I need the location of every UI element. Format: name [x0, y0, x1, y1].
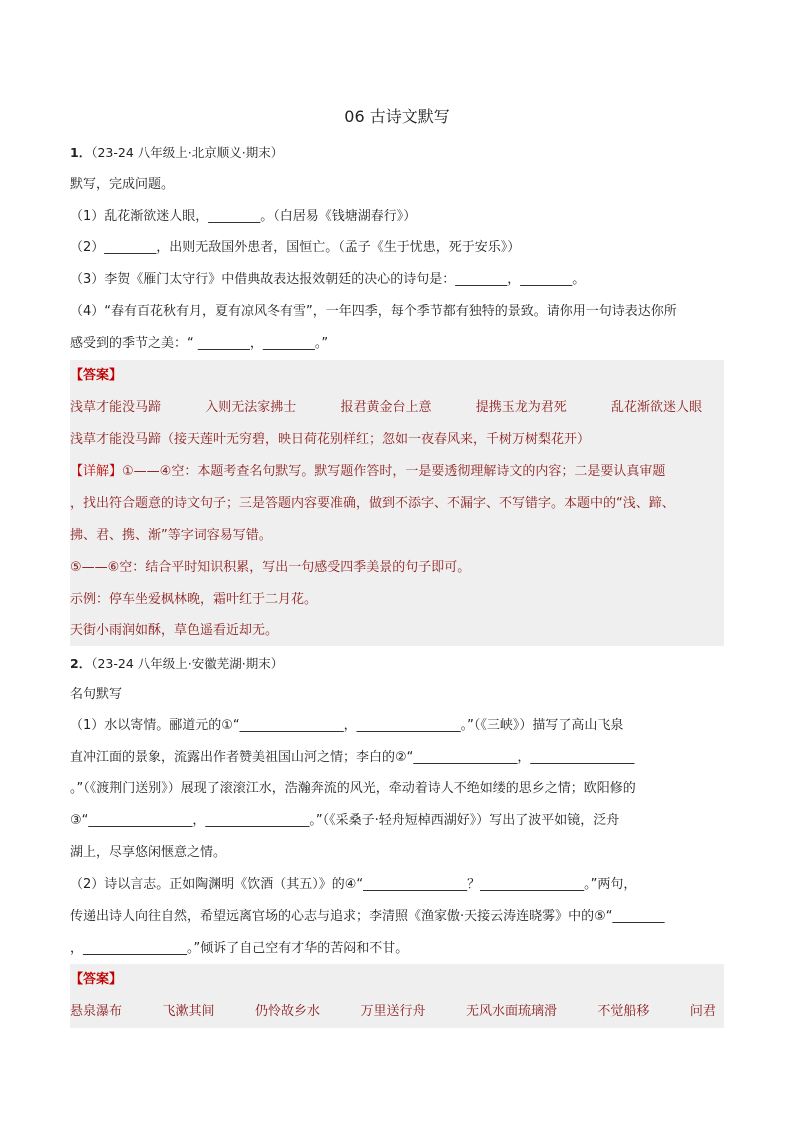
- detail-line: [70, 462, 724, 482]
- answer-item: 浅草才能没马蹄: [70, 400, 162, 415]
- page-title: 06 古诗文默写: [344, 107, 450, 126]
- question-2-header: [70, 654, 724, 674]
- answer-items-row: [70, 1002, 724, 1022]
- answer-item: 乱花渐欲迷人眼: [610, 400, 702, 415]
- question-2-line: 直冲江面的景象，流露出作者赞美祖国山河之情；李白的②“________________，________________: [70, 750, 635, 765]
- question-1-line: （3）李贺《雁门太守行》中借典故表达报效朝廷的决心的诗句是：________，________。: [70, 272, 586, 287]
- detail-line: 天街小雨润如酥，草色遥看近却无。: [70, 623, 279, 638]
- question-2-line: 传递出诗人向往自然，希望远离官场的心志与追求；李清照《渔家傲·天接云涛连晓雾》中的⑤“________: [70, 909, 665, 924]
- answer-item: 仍怜故乡水: [254, 1004, 320, 1019]
- question-1-line: 感受到的季节之美：“ ________，________。”: [70, 336, 329, 351]
- question-1-line: （4）“春有百花秋有月，夏有凉风冬有雪”，一年四季，每个季节都有独特的景致。请你用一句诗表达你所: [70, 304, 677, 319]
- answer-item: 无风水面琉璃滑: [465, 1004, 557, 1019]
- detail-line: 拂、君、携、渐”等字词容易写错。: [70, 528, 272, 543]
- question-2-line: 。”（《渡荆门送别》）展现了滚滚江水，浩瀚奔流的风光，牵动着诗人不绝如缕的思乡之情；欧阳修的: [70, 781, 636, 796]
- question-1-line: （1）乱花渐欲迷人眼，________。（白居易《钱塘湖春行》）: [70, 209, 417, 224]
- question-2-line: （1）水以寄情。郦道元的①“________________，________________。”（《三峡》）描写了高山飞泉: [70, 718, 624, 733]
- answer-item: 飞漱其间: [162, 1004, 215, 1019]
- question-1-line: （2）________，出则无敌国外患者，国恒亡。（孟子《生于忧患，死于安乐》）: [70, 240, 521, 255]
- question-number: 1．: [70, 145, 92, 160]
- detail-line: ⑤——⑥空：结合平时知识积累，写出一句感受四季美景的句子即可。: [70, 560, 471, 575]
- answer-label: 【答案】: [70, 972, 123, 987]
- question-1-intro: 默写，完成问题。: [70, 177, 175, 192]
- answer-item: 悬泉瀑布: [70, 1004, 123, 1019]
- answer-item: 报君黄金台上意: [340, 400, 432, 415]
- question-1-header: [70, 143, 724, 163]
- answer-item: 提携玉龙为君死: [475, 400, 567, 415]
- question-2-intro: 名句默写: [70, 687, 123, 702]
- answer-line: 浅草才能没马蹄（接天莲叶无穷碧，映日荷花别样红；忽如一夜春风来，千树万树梨花开）: [70, 432, 591, 447]
- question-source: （23-24 八年级上·北京顺义·期末）: [91, 145, 284, 160]
- answer-item: 入则无法家拂士: [205, 400, 297, 415]
- detail-line: ，找出符合题意的诗文句子；三是答题内容要准确，做到不添字、不漏字、不写错字。本题中的“浅、蹄、: [70, 496, 675, 511]
- question-2-line: ，________________。”倾诉了自己空有才华的苦闷和不甘。: [70, 941, 409, 956]
- detail-label: 【详解】: [70, 464, 123, 479]
- detail-text: ①——④空：本题考查名句默写。默写题作答时，一是要透彻理解诗文的内容；二是要认真审题: [122, 464, 666, 479]
- question-source: （23-24 八年级上·安徽芜湖·期末）: [91, 656, 284, 671]
- question-2-line: ③“________________，________________。”（《采桑子·轻舟短棹西湖好》）写出了波平如镜，泛舟: [70, 813, 620, 828]
- answer-item: 不觉船移: [597, 1004, 650, 1019]
- answer-items-row: [70, 398, 724, 418]
- question-number: 2．: [70, 656, 92, 671]
- answer-label: 【答案】: [70, 368, 123, 383]
- detail-line: 示例：停车坐爱枫林晚，霜叶红于二月花。: [70, 592, 318, 607]
- answer-item: 万里送行舟: [360, 1004, 426, 1019]
- answer-item: 问君: [689, 1004, 716, 1019]
- question-2-line: （2）诗以言志。正如陶渊明《饮酒（其五）》的④“________________？________________。”两句，: [70, 877, 637, 892]
- question-2-line: 湖上，尽享悠闲惬意之情。: [70, 845, 227, 860]
